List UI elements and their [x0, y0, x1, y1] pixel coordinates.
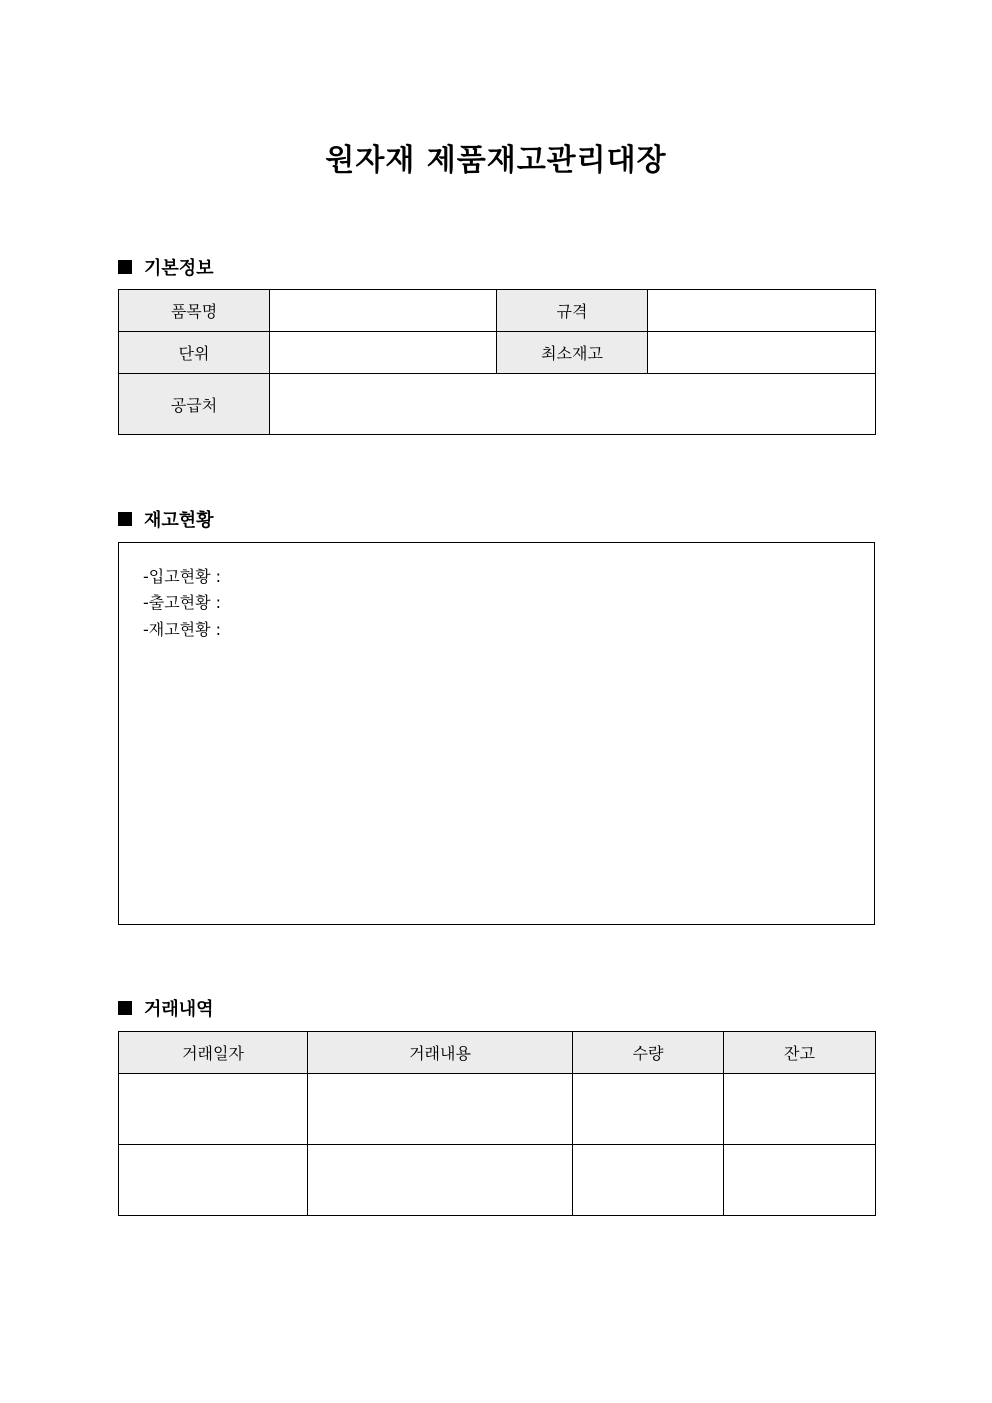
basic-info-table [118, 289, 876, 435]
section-heading-text: 기본정보 [144, 258, 214, 279]
item-name-field[interactable] [270, 290, 497, 332]
table-row [119, 374, 876, 435]
stock-status-box[interactable] [118, 542, 875, 925]
label-spec: 규격 [497, 290, 648, 332]
description-cell[interactable] [308, 1145, 573, 1216]
balance-cell[interactable] [724, 1074, 876, 1145]
date-cell[interactable] [119, 1074, 308, 1145]
date-cell[interactable] [119, 1145, 308, 1216]
table-row [119, 1145, 876, 1216]
balance-cell[interactable] [724, 1145, 876, 1216]
min-stock-field[interactable] [648, 332, 876, 374]
square-bullet-icon [118, 1001, 132, 1015]
label-min-stock: 최소재고 [497, 332, 648, 374]
section-heading-transactions [118, 995, 214, 1021]
outbound-status-line: -출고현황 : [143, 593, 222, 612]
inventory-status-line: -재고현황 : [143, 620, 222, 639]
column-header-quantity: 수량 [573, 1032, 724, 1074]
supplier-field[interactable] [270, 374, 876, 435]
square-bullet-icon [118, 260, 132, 274]
column-header-date: 거래일자 [119, 1032, 308, 1074]
section-heading-stock [118, 506, 214, 532]
description-cell[interactable] [308, 1074, 573, 1145]
section-heading-basic [118, 254, 214, 280]
quantity-cell[interactable] [573, 1145, 724, 1216]
square-bullet-icon [118, 512, 132, 526]
section-heading-text: 거래내역 [144, 999, 214, 1020]
section-heading-text: 재고현황 [144, 510, 214, 531]
document-title: 원자재 제품재고관리대장 [325, 143, 667, 178]
column-header-balance: 잔고 [724, 1032, 876, 1074]
label-item-name: 품목명 [119, 290, 270, 332]
label-unit: 단위 [119, 332, 270, 374]
unit-field[interactable] [270, 332, 497, 374]
table-row [119, 290, 876, 332]
inbound-status-line: -입고현황 : [143, 567, 222, 586]
table-row [119, 332, 876, 374]
spec-field[interactable] [648, 290, 876, 332]
table-row [119, 1074, 876, 1145]
label-supplier: 공급처 [119, 374, 270, 435]
table-header-row [119, 1032, 876, 1074]
transactions-table [118, 1031, 876, 1216]
quantity-cell[interactable] [573, 1074, 724, 1145]
column-header-description: 거래내용 [308, 1032, 573, 1074]
